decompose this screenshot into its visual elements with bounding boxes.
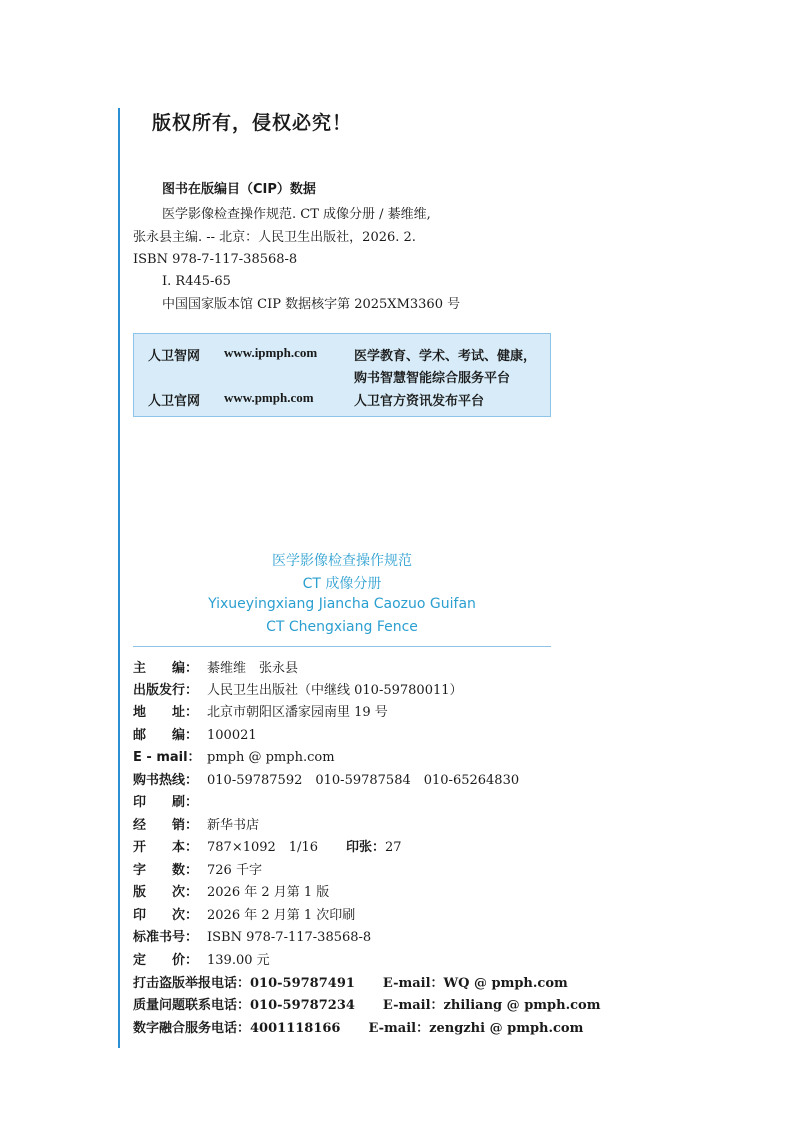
site-description: 医学教育、学术、考试、健康， [354, 349, 537, 364]
imprint-value: 100021 [207, 728, 257, 743]
site-url-link[interactable]: www.ipmph.com [224, 345, 318, 360]
imprint-label: 印张： [345, 840, 385, 855]
imprint-row-publisher [133, 682, 463, 700]
left-margin-rule [118, 108, 120, 1048]
contact-label: 数字融合服务电话： [133, 1021, 251, 1036]
imprint-row-wordcount [133, 862, 262, 880]
imprint-row-printer [133, 794, 207, 812]
site-url-link[interactable]: www.pmph.com [224, 390, 314, 405]
contact-phone: 4001118166 [250, 1021, 341, 1036]
imprint-label: 字 数： [133, 863, 199, 878]
imprint-row-isbn [133, 929, 371, 947]
imprint-label: 印 刷： [133, 795, 199, 810]
title-divider [133, 646, 551, 647]
imprint-row-hotline [133, 772, 519, 790]
imprint-row-distributor [133, 817, 259, 835]
imprint-value: 139.00 元 [207, 953, 270, 968]
book-subtitle-pinyin: CT Chengxiang Fence [266, 619, 418, 635]
imprint-value: 010-59787592 010-59787584 010-65264830 [207, 773, 520, 788]
imprint-label: 邮 编： [133, 728, 199, 743]
imprint-row-format [133, 839, 402, 857]
cip-line: ISBN 978-7-117-38568-8 [133, 252, 298, 267]
site-description: 人卫官方资讯发布平台 [354, 394, 485, 409]
book-title-cn: 医学影像检查操作规范 [272, 553, 412, 569]
copyright-headline: 版权所有，侵权必究！ [152, 112, 353, 134]
imprint-row-email [133, 749, 335, 767]
imprint-label: 购书热线： [133, 773, 199, 788]
contact-row-quality [133, 997, 600, 1015]
imprint-value: pmph @ pmph.com [207, 750, 335, 765]
imprint-value: 新华书店 [207, 818, 260, 833]
imprint-value: 人民卫生出版社（中继线 010-59780011） [207, 683, 463, 698]
imprint-label: 印 次： [133, 908, 199, 923]
contact-row-piracy [133, 975, 568, 993]
imprint-label: 版 次： [133, 885, 199, 900]
contact-label: 打击盗版举报电话： [133, 976, 251, 991]
imprint-row-postcode [133, 727, 257, 745]
imprint-label: 定 价： [133, 953, 199, 968]
imprint-value: 2026 年 2 月第 1 次印刷 [207, 908, 356, 923]
contact-phone: 010-59787234 [250, 998, 355, 1013]
imprint-row-edition [133, 884, 329, 902]
contact-email: E-mail：zhiliang @ pmph.com [382, 998, 601, 1013]
contact-email: E-mail：WQ @ pmph.com [382, 976, 568, 991]
imprint-label: 出版发行： [133, 683, 199, 698]
book-title-pinyin: Yixueyingxiang Jiancha Caozuo Guifan [208, 596, 476, 612]
contact-phone: 010-59787491 [250, 976, 355, 991]
imprint-label: 经 销： [133, 818, 199, 833]
imprint-label: 主 编： [133, 661, 199, 676]
site-description: 购书智慧智能综合服务平台 [354, 371, 511, 386]
imprint-row-editor [133, 660, 298, 678]
imprint-row-printing [133, 907, 355, 925]
imprint-row-price [133, 952, 270, 970]
cip-line: 医学影像检查操作规范. CT 成像分册 / 綦维维, [162, 207, 431, 222]
contact-row-digital [133, 1020, 583, 1038]
site-name: 人卫智网 [148, 349, 201, 364]
imprint-value: 2026 年 2 月第 1 版 [207, 885, 330, 900]
contact-email: E-mail：zengzhi @ pmph.com [368, 1021, 584, 1036]
cip-line: Ⅰ. R445-65 [162, 274, 231, 289]
cip-line: 中国国家版本馆 CIP 数据核字第 2025XM3360 号 [162, 297, 461, 312]
website-info-box [133, 333, 551, 417]
imprint-value: 726 千字 [207, 863, 262, 878]
cip-title: 图书在版编目（CIP）数据 [162, 182, 316, 197]
imprint-value: ISBN 978-7-117-38568-8 [207, 930, 372, 945]
contact-label: 质量问题联系电话： [133, 998, 251, 1013]
imprint-label: E - mail： [133, 750, 201, 765]
imprint-value: 北京市朝阳区潘家园南里 19 号 [207, 705, 388, 720]
imprint-row-address [133, 704, 388, 722]
site-name: 人卫官网 [148, 394, 201, 409]
imprint-value: 27 [385, 840, 402, 855]
book-subtitle-cn: CT 成像分册 [302, 576, 382, 592]
imprint-label: 地 址： [133, 705, 199, 720]
imprint-label: 标准书号： [133, 930, 199, 945]
imprint-label: 开 本： [133, 840, 199, 855]
cip-line: 张永县主编. -- 北京：人民卫生出版社，2026. 2. [133, 230, 416, 245]
imprint-value: 787×1092 1/16 [207, 840, 318, 855]
imprint-value: 綦维维 张永县 [207, 661, 299, 676]
